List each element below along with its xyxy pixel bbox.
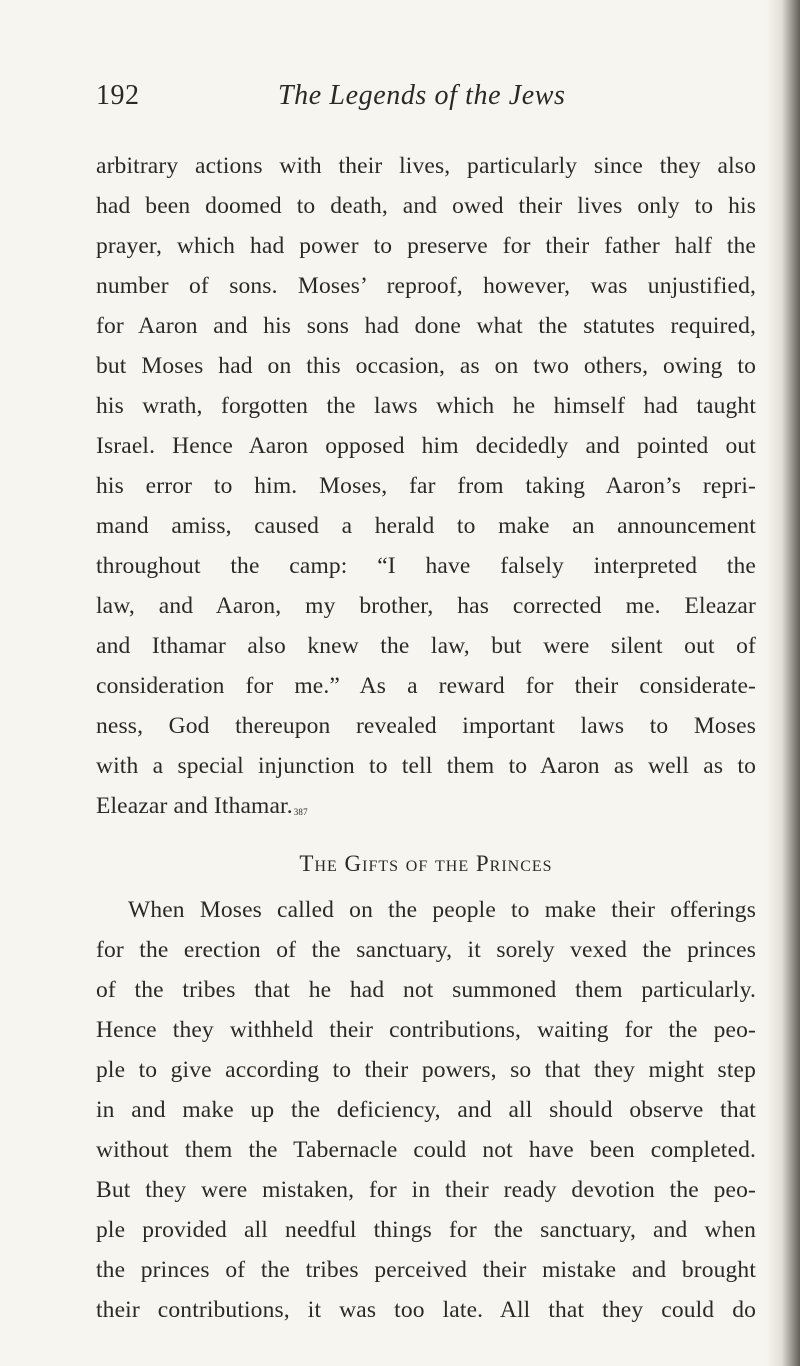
text-line: the princes of the tribes perceived their mistake and brought [96,1257,756,1283]
text-line: with a special injunction to tell them to Aaron as well as to [96,753,756,779]
text-line: prayer, which had power to preserve for their father half the [96,233,756,259]
text-line: throughout the camp: “I have falsely interpreted the [96,553,756,579]
text-line: had been doomed to death, and owed their lives only to his [96,193,756,219]
text-line: his error to him. Moses, far from taking Aaron’s repri- [96,473,756,499]
section-heading: The Gifts of the Princes [299,851,553,876]
text-line: mand amiss, caused a herald to make an announcement [96,513,756,539]
running-title: The Legends of the Jews [278,80,566,111]
text-line: in and make up the deficiency, and all should observe that [96,1097,756,1123]
text-line: his wrath, forgotten the laws which he himself had taught [96,393,756,419]
paragraph-1 [96,146,756,826]
text-line: without them the Tabernacle could not have been completed. [96,1137,756,1163]
page-edge-shadow [766,0,800,1366]
body-text [96,146,756,1330]
text-line: number of sons. Moses’ reproof, however, was unjustified, [96,273,756,299]
text-line: for the erection of the sanctuary, it sorely vexed the princes [96,937,756,963]
text-line: ple to give according to their powers, so that they might step [96,1057,756,1083]
text-line: law, and Aaron, my brother, has corrected me. Eleazar [96,593,756,619]
text-line: for Aaron and his sons had done what the statutes required, [96,313,756,339]
paragraph-2 [96,890,756,1330]
text-line: arbitrary actions with their lives, particularly since they also [96,153,756,179]
text-line-content: Eleazar and Ithamar. [96,793,293,819]
text-line: Hence they withheld their contributions, waiting for the peo- [96,1017,756,1043]
text-line: But they were mistaken, for in their ready devotion the peo- [96,1177,756,1203]
text-line: When Moses called on the people to make their offerings [128,897,756,923]
text-line: ness, God thereupon revealed important laws to Moses [96,713,756,739]
text-line: Israel. Hence Aaron opposed him decidedly and pointed out [96,433,756,459]
text-line: but Moses had on this occasion, as on two others, owing to [96,353,756,379]
text-line: consideration for me.” As a reward for their considerate- [96,673,756,699]
page-number: 192 [96,80,140,111]
text-line: ple provided all needful things for the sanctuary, and when [96,1217,756,1243]
text-line-last [96,786,756,826]
text-line: their contributions, it was too late. All that they could do [96,1297,756,1323]
text-line: of the tribes that he had not summoned them particularly. [96,977,756,1003]
footnote-reference: 387 [293,807,308,817]
text-line: and Ithamar also knew the law, but were silent out of [96,633,756,659]
running-header [96,80,736,124]
